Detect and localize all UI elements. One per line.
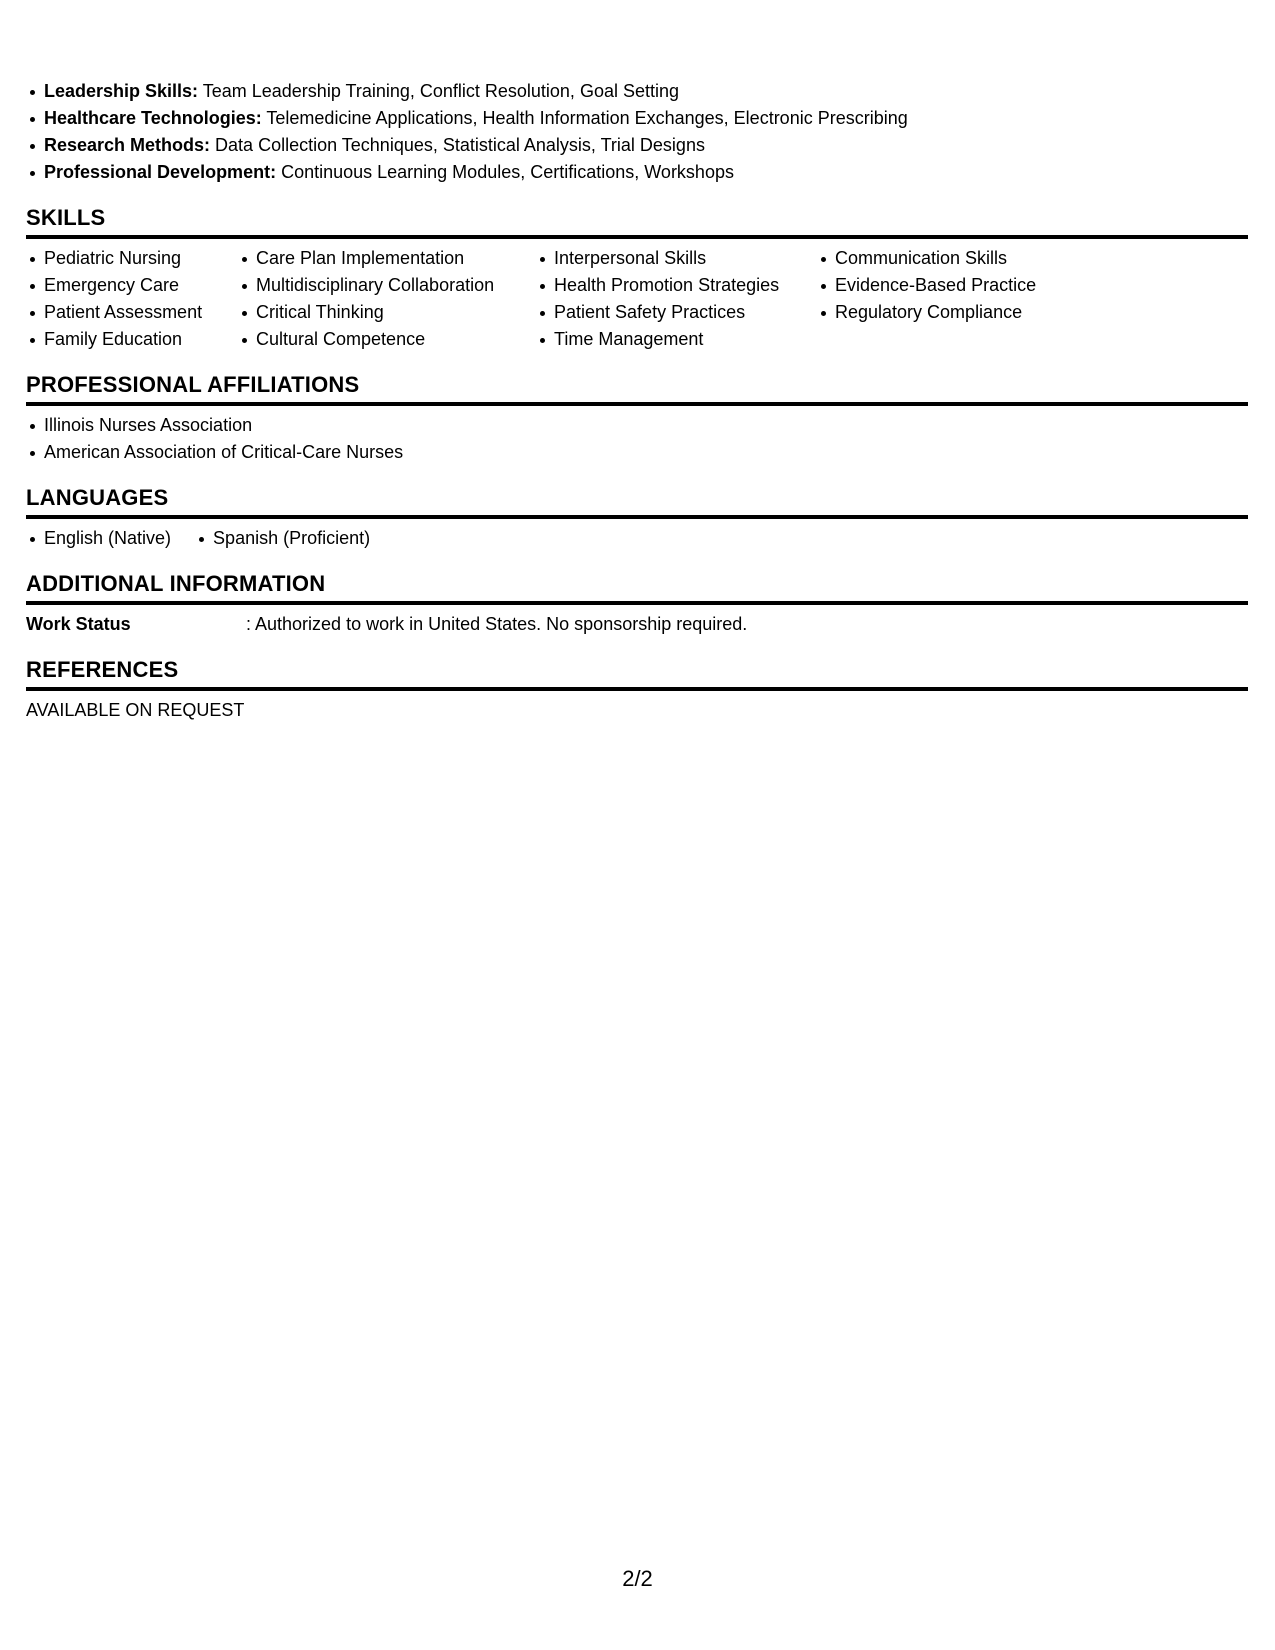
list-item-term: Healthcare Technologies: xyxy=(44,108,262,128)
skill-item: Pediatric Nursing xyxy=(26,245,238,272)
skill-item: Critical Thinking xyxy=(238,299,536,326)
skills-column xyxy=(238,245,536,353)
skills-column xyxy=(26,245,238,353)
work-status-row xyxy=(26,611,1248,638)
skills-column xyxy=(536,245,817,353)
section-title-languages: LANGUAGES xyxy=(26,484,1248,519)
skill-item: Health Promotion Strategies xyxy=(536,272,817,299)
list-item-term: Professional Development: xyxy=(44,162,277,182)
list-item-text: Data Collection Techniques, Statistical Analysis, Trial Designs xyxy=(210,135,705,155)
affiliation-item: Illinois Nurses Association xyxy=(26,412,1248,439)
skill-item: Patient Safety Practices xyxy=(536,299,817,326)
skill-item: Multidisciplinary Collaboration xyxy=(238,272,536,299)
skill-item: Regulatory Compliance xyxy=(817,299,1117,326)
section-title-skills: SKILLS xyxy=(26,204,1248,239)
list-item xyxy=(26,105,1248,132)
list-item xyxy=(26,159,1248,186)
skills-grid xyxy=(26,245,1248,353)
skill-item: Time Management xyxy=(536,326,817,353)
skill-item: Cultural Competence xyxy=(238,326,536,353)
skill-item: Communication Skills xyxy=(817,245,1117,272)
list-item-term: Leadership Skills: xyxy=(44,81,199,101)
additional-information-section xyxy=(26,570,1248,638)
language-item: English (Native) xyxy=(26,525,171,552)
list-item-text: Telemedicine Applications, Health Information Exchanges, Electronic Prescribing xyxy=(261,108,908,128)
skill-item: Patient Assessment xyxy=(26,299,238,326)
skill-item: Care Plan Implementation xyxy=(238,245,536,272)
work-status-label: Work Status xyxy=(26,614,131,634)
skill-item: Evidence-Based Practice xyxy=(817,272,1117,299)
list-item xyxy=(26,132,1248,159)
section-title-references: REFERENCES xyxy=(26,656,1248,691)
skill-item: Emergency Care xyxy=(26,272,238,299)
references-text: AVAILABLE ON REQUEST xyxy=(26,700,245,720)
resume-page xyxy=(26,78,1248,724)
languages-list xyxy=(26,525,1248,552)
affiliations-section xyxy=(26,371,1248,466)
section-title-affiliations: PROFESSIONAL AFFILIATIONS xyxy=(26,371,1248,406)
list-item-text: Continuous Learning Modules, Certifications, Workshops xyxy=(276,162,734,182)
affiliation-item: American Association of Critical-Care Nurses xyxy=(26,439,1248,466)
skill-item: Family Education xyxy=(26,326,238,353)
list-item-text: Team Leadership Training, Conflict Resolution, Goal Setting xyxy=(198,81,679,101)
skills-column xyxy=(817,245,1117,353)
languages-section xyxy=(26,484,1248,552)
references-section xyxy=(26,656,1248,724)
work-status-value: : Authorized to work in United States. No sponsorship required. xyxy=(246,614,748,634)
additional-skills-list xyxy=(26,78,1248,186)
page-number: 2/2 xyxy=(622,1566,653,1591)
language-item: Spanish (Proficient) xyxy=(195,525,370,552)
skill-item: Interpersonal Skills xyxy=(536,245,817,272)
section-title-additional-information: ADDITIONAL INFORMATION xyxy=(26,570,1248,605)
affiliations-list xyxy=(26,412,1248,466)
list-item xyxy=(26,78,1248,105)
skills-section xyxy=(26,204,1248,353)
list-item-term: Research Methods: xyxy=(44,135,211,155)
